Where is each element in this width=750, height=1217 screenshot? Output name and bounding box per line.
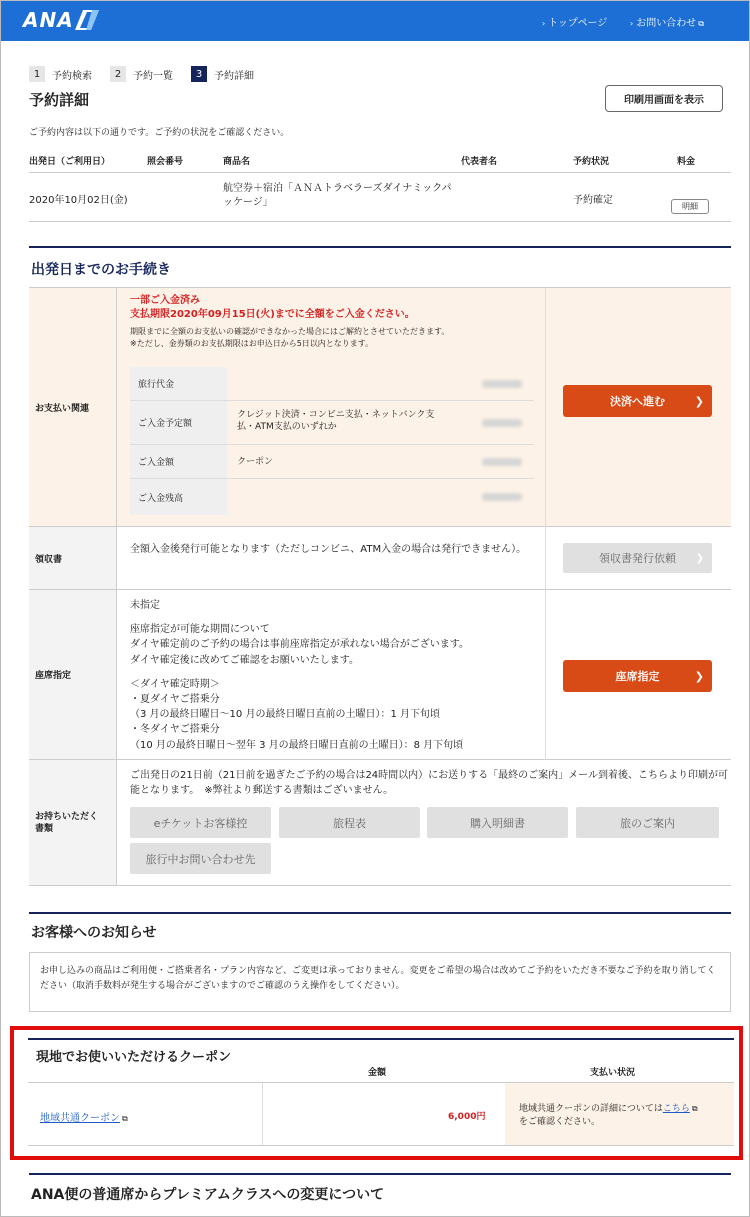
external-window-icon: ⧉	[122, 1114, 128, 1123]
top-page-link[interactable]: › トップページ	[542, 18, 608, 29]
external-window-icon: ⧉	[698, 19, 704, 28]
step-detail: 3 予約詳細	[191, 66, 254, 82]
step-list: 2 予約一覧	[110, 66, 173, 82]
payment-row	[29, 288, 731, 527]
intro-text: ご予約内容は以下の通りです。ご予約の状況をご確認ください。	[29, 128, 290, 138]
receipt-label: 領収書	[29, 527, 117, 589]
documents-label: お持ちいただく書類	[29, 760, 117, 885]
coupon-row	[28, 1082, 734, 1146]
itinerary-button[interactable]: 旅程表	[279, 807, 420, 838]
coupon-title: 現地でお使いいただけるクーポン	[36, 1050, 232, 1065]
seat-selection-button[interactable]: 座席指定 ❯	[563, 660, 712, 692]
receipt-request-button[interactable]: 領収書発行依頼 ❯	[563, 543, 712, 573]
seat-label: 座席指定	[29, 590, 117, 759]
column-divider	[545, 527, 546, 590]
chevron-right-icon: ❯	[695, 552, 704, 564]
notice-title: お客様へのお知らせ	[31, 925, 157, 941]
payment-note: 期限までに全額のお支払いの確認ができなかった場合にはご解約とさせていただきます。 ※ただし、金券類のお支払期限はお申込日から5日以内となります。	[130, 327, 450, 348]
payment-row-planned: ご入金予定額 クレジット決済・コンビニ支払・ネットバンク支払・ATM支払のいずれか	[130, 401, 534, 445]
site-header	[1, 1, 750, 41]
payment-row-travel-fee: 旅行代金	[130, 367, 534, 401]
eticket-button[interactable]: eチケットお客様控	[130, 807, 271, 838]
contact-link[interactable]: › お問い合わせ ⧉	[630, 18, 704, 29]
regional-coupon-link[interactable]: 地域共通クーポン ⧉	[40, 1113, 128, 1124]
section-rule	[28, 1038, 734, 1040]
section-rule	[29, 246, 731, 248]
print-view-button[interactable]: 印刷用画面を表示	[605, 85, 723, 112]
notice-box: お申し込みの商品はご利用便・ご搭乗者名・プラン内容など、ご変更は承っておりません。変更をご希望の場合は改めてご予約をいただき不要なご予約を取り消してください（取消手数料が発生する場合がございますのでご確認のうえ操作をしてください）。	[29, 952, 731, 1012]
details-button[interactable]: 明細	[671, 199, 709, 214]
step-indicator	[29, 65, 272, 83]
column-divider	[545, 288, 546, 527]
procedures-table	[29, 287, 731, 866]
receipt-text: 全額入金後発行可能となります（ただしコンビニ、ATM入金の場合は発行できません）。	[130, 544, 527, 555]
documents-row	[29, 760, 731, 886]
page-title: 予約詳細	[29, 91, 90, 109]
travel-guide-button[interactable]: 旅のご案内	[576, 807, 719, 838]
premium-title: ANA便の普通席からプレミアムクラスへの変更について	[31, 1187, 385, 1203]
column-divider	[545, 590, 546, 760]
payment-row-balance: ご入金残高	[130, 479, 534, 515]
chevron-right-icon: ❯	[694, 669, 704, 683]
coupon-status-header: 支払い状況	[590, 1068, 636, 1078]
documents-text: ご出発日の21日前（21日前を過ぎたご予約の場合は24時間以内）にお送りする「最終のご案内」メール到着後、こちらより印刷が可能となります。 ※弊社より郵送する書類はございません。	[130, 770, 728, 796]
proceed-payment-button[interactable]: 決済へ進む ❯	[563, 385, 712, 417]
ana-logo-mark-icon	[73, 10, 99, 30]
coupon-status: 地域共通クーポンの詳細についてはこちら ⧉ をご確認ください。	[505, 1083, 734, 1145]
coupon-amount-header: 金額	[368, 1068, 387, 1078]
coupon-amount: 6,000円	[448, 1112, 486, 1122]
coupon-detail-link[interactable]: こちら	[662, 1104, 690, 1114]
chevron-right-icon: ❯	[694, 394, 704, 408]
seat-row	[29, 590, 731, 760]
section-rule	[29, 912, 731, 914]
seat-text: 未指定 座席指定が可能な期間について ダイヤ確定前のご予約の場合は事前座席指定が承れない場合がございます。 ダイヤ確定後に改めてご確認をお願いいたします。 ＜ダイヤ確定時期＞ ・夏ダイヤご搭乗分 （3 月の最終日曜日～10 月の最終日曜日直前の土曜日）：1 月下旬頃 ・冬ダイヤご搭乗分 （10 月の最終日曜日～翌年 3 月の最終日曜日直前の土曜日）：8 月下旬頃	[130, 600, 469, 751]
section-rule	[29, 1173, 731, 1175]
coupon-highlight	[10, 1026, 743, 1160]
payment-label: お支払い関連	[29, 288, 117, 526]
step-search: 1 予約検索	[29, 66, 92, 82]
payment-row-paid: ご入金額 クーポン	[130, 445, 534, 479]
purchase-statement-button[interactable]: 購入明細書	[427, 807, 568, 838]
payment-notice: 一部ご入金済み 支払期限2020年09月15日(火)までに全額をご入金ください。	[130, 295, 415, 320]
external-window-icon: ⧉	[691, 1104, 698, 1113]
ana-logo[interactable]: ANA	[23, 8, 74, 32]
column-divider	[262, 1083, 263, 1145]
reservation-table-header: 出発日（ご利用日） 照会番号 商品名 代表者名 予約状況 料金	[29, 157, 696, 167]
procedures-title: 出発日までのお手続き	[31, 262, 171, 278]
travel-contact-button[interactable]: 旅行中お問い合わせ先	[130, 843, 271, 874]
receipt-row	[29, 527, 731, 590]
reservation-row: 2020年10月02日(金) 航空券＋宿泊「ＡＮＡトラベラーズダイナミックパッケージ」 予約確定 明細	[29, 172, 731, 222]
